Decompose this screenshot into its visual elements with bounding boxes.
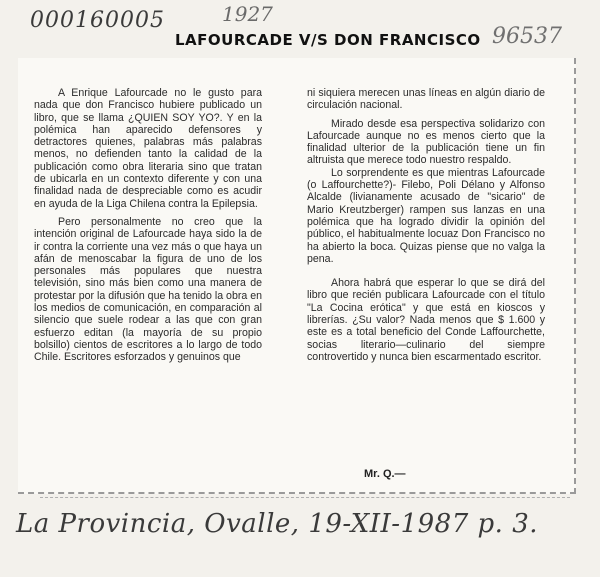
paragraph: ni siquiera merecen unas líneas en algún diario de circulación nacional. [307, 87, 545, 112]
article-column-right [307, 87, 545, 363]
article-signature: Mr. Q.— [364, 468, 406, 480]
paragraph: Ahora habrá que esperar lo que se dirá del libro que recién publicara Lafourcade con el título "La Cocina erótica" y que está en kioscos y librerías. ¿Su valor? Nada menos que $ 1.600 y este es a total beneficio del Conde Laffourchette, socias literario—culinario del siempre controvertido y nunca bien escarmentado escritor. [307, 277, 545, 363]
year-handwritten: 1927 [222, 2, 273, 26]
archive-id-handwritten: 000160005 [30, 8, 165, 33]
paragraph: A Enrique Lafourcade no le gusto para nada que don Francisco hubiere publicado un libro, que se llama ¿QUIEN SOY YO?. Y en la polémica han aparecido defensores y detractores quienes, palabras más palabras menos, no defienden tanto la calidad de la publicación como obra literaria sino que tratan de ubicarla en un contexto diferente y con una finalidad nada de despreciable como es acudir en ayuda de la Liga Chilena contra la Epilepsia. [34, 87, 262, 210]
paragraph: Lo sorprendente es que mientras Lafourcade (o Laffourchette?)- Filebo, Poli Délano y Alfonso Alcalde (livianamente acusado de "sicario" de Mario Kreutzberger) rampen sus lanzas en una polémica que ha logrado dividir la opinión del público, el habitualmente locuaz Don Francisco no ha abierto la boca. Quizas piense que no valga la pena. [307, 166, 545, 265]
paragraph: Mirado desde esa perspectiva solidarizo con Lafourcade aunque no es menos cierto que la finalidad ulterior de la publicación tiene un fin altruista que merece todo nuestro respaldo. [307, 117, 545, 167]
reference-number-handwritten: 96537 [492, 24, 562, 49]
article-headline: LAFOURCADE V/S DON FRANCISCO [175, 31, 481, 49]
divider [40, 497, 570, 498]
source-citation-handwritten: La Provincia, Ovalle, 19-XII-1987 p. 3. [16, 509, 539, 539]
paragraph: Pero personalmente no creo que la intención original de Lafourcade haya sido la de ir contra la corriente una vez más o que haya un afán de menoscabar la figura de uno de los personales más populares que nuestra televisión, sino más bien como una manera de protestar por la difusión que ha tenido la obra en los medios de comunicación, en comparación al silencio que suele rodear a las que con gran esfuerzo editan (la mayoría de su propio bolsillo) cientos de escritores a lo largo de todo Chile. Escritores esforzados y genuinos que [34, 215, 262, 364]
article-column-left [34, 87, 262, 364]
